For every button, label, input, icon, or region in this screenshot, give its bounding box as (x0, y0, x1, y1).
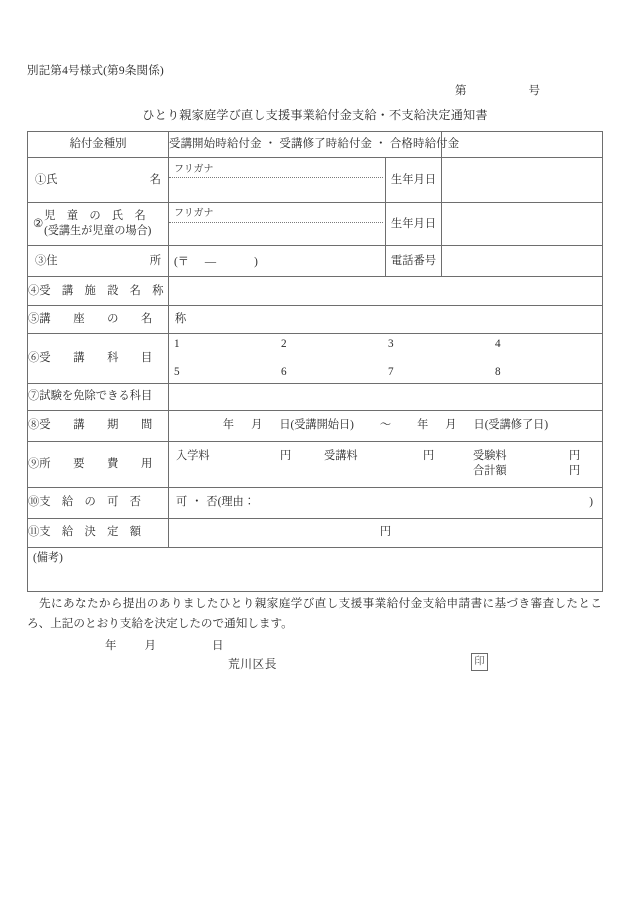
child-name-field[interactable] (169, 203, 386, 246)
address-label-head: ③住 (35, 254, 58, 267)
signature-date (105, 637, 224, 653)
subjects-row-second (174, 365, 602, 380)
header-row-spacer (442, 132, 603, 158)
telephone-label: 電話番号 (386, 246, 442, 277)
period-start-month: 月 (251, 419, 263, 432)
table-row (28, 410, 603, 441)
document-number (455, 82, 540, 98)
subjects-row-first (174, 337, 602, 352)
subject-slot-2[interactable]: 2 (281, 338, 287, 350)
subject-slot-1[interactable]: 1 (174, 338, 180, 350)
decided-amount-label: ⑪支 給 決 定 額 (28, 518, 169, 547)
decision-reason-close-paren: ) (589, 496, 593, 509)
period-range-tilde: ～ (379, 419, 392, 432)
decided-amount-field[interactable] (169, 518, 603, 547)
child-name-input[interactable] (169, 223, 385, 243)
seal-icon: 印 (471, 653, 488, 671)
notice-paragraph: 先にあなたから提出のありましたひとり親家庭学び直し支援事業給付金支給申請書に基づき審査したところ、上記のとおり支給を決定したので通知します。 (27, 597, 602, 630)
form-code-label: 別記第4号様式(第9条関係) (27, 65, 164, 77)
applicant-name-label (28, 158, 169, 203)
remarks-label: (備考) (33, 551, 63, 564)
decided-amount-unit: 円 (379, 526, 392, 539)
applicant-name-label-head: ①氏 (35, 173, 58, 186)
document-number-suffix: 号 (528, 85, 540, 97)
benefit-type-label: 給付金種別 (28, 132, 169, 158)
subject-slot-4[interactable]: 4 (495, 338, 501, 350)
furigana-label: フリガナ (169, 161, 383, 178)
table-row (28, 383, 603, 410)
exempt-subjects-label: ⑦試験を免除できる科目 (28, 383, 169, 410)
total-amount-unit: 円 (569, 465, 581, 478)
table-row (28, 487, 603, 518)
decision-choices[interactable] (176, 495, 255, 510)
course-name-label: ⑤講 座 の 名 称 (28, 306, 169, 334)
benefit-type-options: 受講開始時給付金 ・ 受講修了時給付金 ・ 合格時給付金 (169, 132, 442, 158)
subject-slot-7[interactable]: 7 (388, 365, 394, 378)
table-row (28, 158, 603, 203)
child-dob-field[interactable] (442, 203, 603, 246)
table-row (28, 277, 603, 306)
telephone-field[interactable] (442, 246, 603, 277)
table-row (28, 518, 603, 547)
course-fee-label: 受講料 (324, 450, 358, 463)
period-label: ⑧受 講 期 間 (28, 410, 169, 441)
period-end-year: 年 (417, 419, 429, 432)
applicant-dob-label: 生年月日 (386, 158, 442, 203)
form-table (27, 131, 603, 592)
remarks-field[interactable] (28, 547, 603, 591)
facility-name-label: ④受 講 施 設 名 称 (28, 277, 169, 306)
subjects-label: ⑥受 講 科 目 (28, 334, 169, 384)
table-row (28, 306, 603, 334)
child-name-label-number: ② (33, 217, 44, 230)
exam-fee-unit: 円 (569, 450, 581, 463)
address-field[interactable] (169, 246, 386, 277)
child-name-label-line1: 児 童 の 氏 名 (44, 210, 146, 223)
address-label-tail: 所 (149, 254, 161, 267)
table-row (28, 246, 603, 277)
decision-no-reason-label[interactable]: 否(理由： (206, 496, 255, 509)
costs-label: ⑨所 要 費 用 (28, 441, 169, 487)
decision-yes-option[interactable]: 可 (176, 496, 188, 509)
total-amount-label: 合計額 (473, 465, 507, 478)
subject-slot-5[interactable]: 5 (174, 365, 180, 378)
applicant-name-label-tail: 名 (149, 173, 161, 186)
entrance-fee-unit: 円 (280, 450, 292, 463)
postal-code-dash: — (204, 255, 217, 268)
postal-code-close: ) (254, 255, 258, 268)
table-row (28, 132, 603, 158)
subject-slot-3[interactable]: 3 (388, 338, 394, 350)
applicant-name-input[interactable] (169, 178, 385, 199)
course-name-field[interactable] (169, 306, 603, 334)
applicant-name-field[interactable] (169, 158, 386, 203)
costs-line-second (176, 464, 602, 479)
child-dob-label: 生年月日 (386, 203, 442, 246)
course-fee-unit: 円 (423, 450, 435, 463)
page-title: ひとり親家庭学び直し支援事業給付金支給・不支給決定通知書 (142, 108, 488, 122)
subjects-field[interactable] (169, 334, 603, 384)
table-row (28, 203, 603, 246)
costs-field[interactable] (169, 441, 603, 487)
table-row (28, 334, 603, 384)
issuing-authority: 荒川区長 (228, 657, 277, 671)
signature-day: 日 (212, 640, 224, 652)
costs-line-first (176, 449, 602, 464)
signature-month: 月 (144, 640, 156, 652)
subject-slot-6[interactable]: 6 (281, 365, 287, 378)
postal-code-open: (〒 (174, 255, 189, 268)
applicant-dob-field[interactable] (442, 158, 603, 203)
exempt-subjects-field[interactable] (169, 383, 603, 410)
table-row (28, 547, 603, 591)
table-row (28, 441, 603, 487)
period-start-year: 年 (222, 419, 235, 432)
form-table-wrapper (27, 131, 602, 592)
period-end-month: 月 (445, 419, 457, 432)
exam-fee-label: 受験料 (473, 450, 507, 463)
child-name-label (28, 203, 169, 246)
document-number-prefix: 第 (455, 85, 467, 97)
child-name-label-line2: (受講生が児童の場合) (44, 225, 152, 238)
entrance-fee-label: 入学料 (176, 450, 210, 463)
subject-slot-8[interactable]: 8 (495, 365, 501, 378)
decision-field[interactable] (169, 487, 603, 518)
decision-label: ⑩支 給 の 可 否 (28, 487, 169, 518)
period-field[interactable] (169, 410, 603, 441)
decision-separator: ・ (191, 496, 203, 509)
address-label (28, 246, 169, 277)
furigana-label: フリガナ (169, 205, 383, 222)
facility-name-field[interactable] (169, 277, 603, 306)
period-start-day: 日(受講開始日) (279, 419, 354, 432)
period-end-day: 日(受講修了日) (473, 419, 549, 432)
signature-year: 年 (105, 640, 117, 652)
